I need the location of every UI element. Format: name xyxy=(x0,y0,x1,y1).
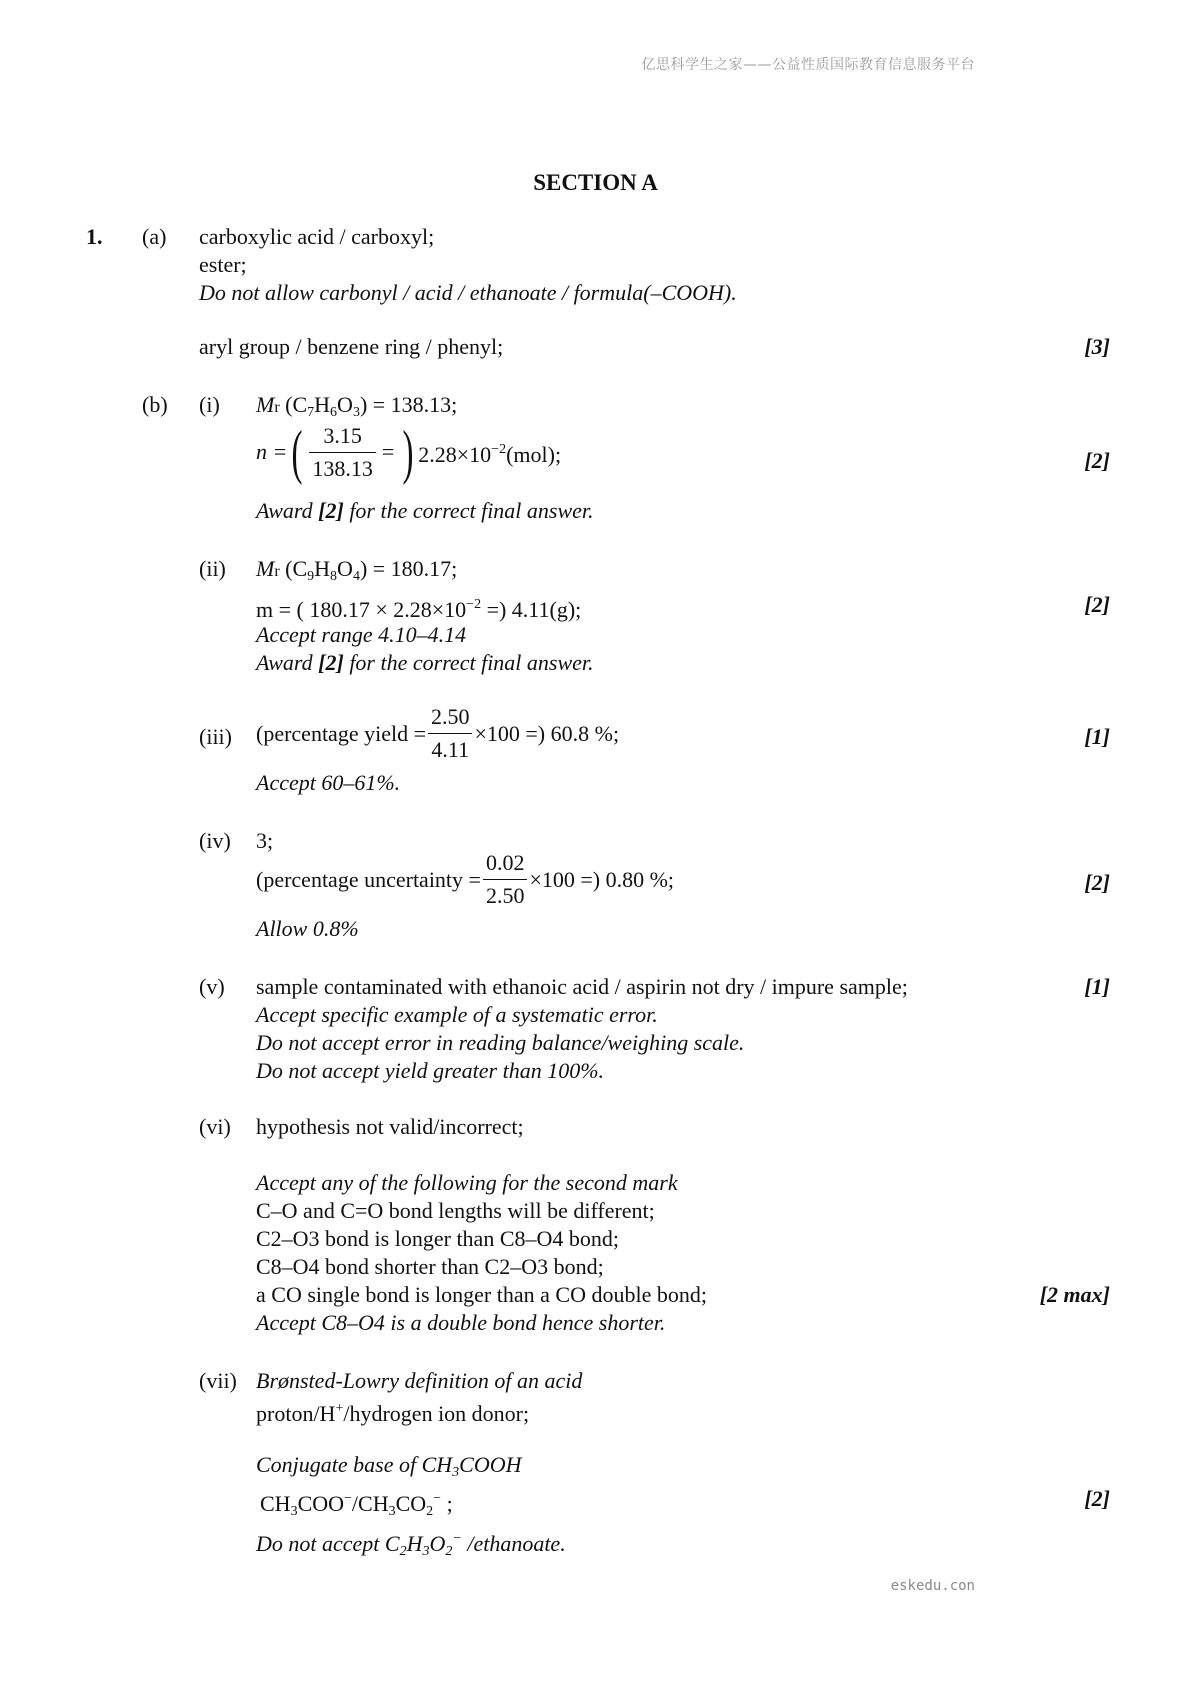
mr-symbol: M xyxy=(256,556,275,581)
mr-formula-c: (C xyxy=(285,392,308,417)
yield-post: ×100 =) 60.8 %; xyxy=(474,720,620,746)
part-b-iv-equation xyxy=(256,850,674,909)
ans-a: CH xyxy=(260,1491,291,1516)
note-pre: Do not accept C xyxy=(256,1531,400,1556)
part-b-vii-note xyxy=(256,1526,566,1565)
uncertainty-denominator: 2.50 xyxy=(485,883,525,908)
part-b-vii-answer xyxy=(260,1486,453,1525)
part-b-ii-mass xyxy=(256,592,581,623)
watermark-header: 亿思科学生之家——公益性质国际教育信息服务平台 xyxy=(641,57,975,73)
mass-post: =) 4.11(g); xyxy=(481,597,582,622)
fraction xyxy=(309,423,376,482)
note-sub2: 3 xyxy=(422,1544,430,1559)
part-a-line3: aryl group / benzene ring / phenyl; xyxy=(199,334,504,359)
part-b-iv-line1: 3; xyxy=(256,828,274,853)
uncertainty-fraction xyxy=(483,850,528,909)
part-b-vi-line1: hypothesis not valid/incorrect; xyxy=(256,1114,524,1139)
mr-h: H xyxy=(314,556,331,581)
mr-symbol: M xyxy=(256,392,275,417)
part-b-iii-mark: [1] xyxy=(1084,724,1110,749)
note-sub3: 2 xyxy=(445,1544,453,1559)
ans-a-sub: 3 xyxy=(290,1504,298,1519)
ans-d-sub: 2 xyxy=(426,1504,434,1519)
part-b-vii-line1 xyxy=(256,1396,529,1427)
part-a-mark: [3] xyxy=(1084,334,1110,359)
part-b-vi-label: (vi) xyxy=(199,1114,231,1139)
mr-subscript: r xyxy=(274,563,280,580)
part-a-line1: carboxylic acid / carboxyl; xyxy=(199,224,435,249)
part-b-vii-heading: Brønsted-Lowry definition of an acid xyxy=(256,1368,583,1393)
yield-fraction xyxy=(428,704,473,763)
note-sub1: 2 xyxy=(399,1544,407,1559)
yield-numerator: 2.50 xyxy=(428,704,473,734)
part-b-vi-note2: Accept C8–O4 is a double bond hence shorter. xyxy=(256,1310,666,1335)
mass-pre: m = ( 180.17 × 2.28×10 xyxy=(256,597,467,622)
part-b-vii-mark: [2] xyxy=(1084,1486,1110,1511)
part-b-v-note2: Do not accept error in reading balance/weighing scale. xyxy=(256,1030,745,1055)
part-b-ii-accept: Accept range 4.10–4.14 xyxy=(256,622,467,647)
mr-formula-c: (C xyxy=(285,556,308,581)
proton-sup: + xyxy=(335,1401,344,1416)
part-b-v-label: (v) xyxy=(199,974,225,999)
mr-c-sub: 7 xyxy=(307,405,315,420)
award-pre: Award xyxy=(256,650,319,675)
part-b-vii-label: (vii) xyxy=(199,1368,237,1393)
award-post: for the correct final answer. xyxy=(343,498,594,523)
mr-c-sub: 9 xyxy=(307,569,315,584)
part-b-label: (b) xyxy=(142,392,168,417)
left-paren: ( xyxy=(291,419,303,485)
ans-c-sub: 3 xyxy=(388,1504,396,1519)
part-b-iv-label: (iv) xyxy=(199,828,231,853)
part-b-vi-opt4: a CO single bond is longer than a CO double bond; xyxy=(256,1282,707,1307)
part-b-vi-mark: [2 max] xyxy=(1039,1282,1110,1307)
mr-h-sub: 6 xyxy=(330,405,338,420)
section-title: SECTION A xyxy=(533,170,658,195)
uncertainty-numerator: 0.02 xyxy=(483,850,528,880)
yield-pre: (percentage yield = xyxy=(256,720,426,746)
mr-o-sub: 4 xyxy=(352,569,360,584)
watermark-footer: eskedu.con xyxy=(890,1578,975,1594)
conj-pre: Conjugate base of CH xyxy=(256,1452,453,1477)
mass-exponent: −2 xyxy=(466,597,482,612)
part-b-vi-note1: Accept any of the following for the second mark xyxy=(256,1170,678,1195)
award-post: for the correct final answer. xyxy=(343,650,594,675)
part-b-ii-mark: [2] xyxy=(1084,592,1110,617)
right-paren: ) xyxy=(402,419,414,485)
ans-d-sup: − xyxy=(433,1491,442,1506)
award-pre: Award xyxy=(256,498,319,523)
yield-denominator: 4.11 xyxy=(431,737,470,762)
part-b-vii-heading2 xyxy=(256,1452,522,1486)
mr-value: ) = 138.13; xyxy=(359,392,458,417)
ans-end: ; xyxy=(441,1491,453,1516)
note-sup: − xyxy=(452,1531,462,1546)
part-b-i-mr xyxy=(256,392,457,426)
part-b-i-n-equation xyxy=(256,419,562,485)
result-base: 2.28×10 xyxy=(418,441,492,467)
ans-c: /CH xyxy=(351,1491,389,1516)
part-b-ii-mr xyxy=(256,556,457,590)
part-b-iv-mark: [2] xyxy=(1084,870,1110,895)
part-b-vi-opt3: C8–O4 bond shorter than C2–O3 bond; xyxy=(256,1254,604,1279)
mr-subscript: r xyxy=(274,399,280,416)
part-a-note: Do not allow carbonyl / acid / ethanoate / formula(–COOH). xyxy=(199,280,737,305)
mr-o: O xyxy=(337,392,353,417)
fraction-numerator: 3.15 xyxy=(309,423,376,453)
part-b-iii-label: (iii) xyxy=(199,724,232,749)
part-a-line2: ester; xyxy=(199,252,247,277)
part-b-ii-label: (ii) xyxy=(199,556,226,581)
part-b-v-note1: Accept specific example of a systematic error. xyxy=(256,1002,658,1027)
mr-h-sub: 8 xyxy=(330,569,338,584)
part-b-i-mark: [2] xyxy=(1084,448,1110,473)
part-b-iii-equation xyxy=(256,704,619,763)
mr-o: O xyxy=(337,556,353,581)
part-b-v-mark: [1] xyxy=(1084,974,1110,999)
mr-o-sub: 3 xyxy=(352,405,360,420)
part-b-iv-allow: Allow 0.8% xyxy=(256,916,359,941)
proton-pre: proton/H xyxy=(256,1401,336,1426)
uncertainty-pre: (percentage uncertainty = xyxy=(256,866,481,892)
part-a-label: (a) xyxy=(142,224,167,249)
result-exponent: −2 xyxy=(491,441,507,457)
part-b-ii-award xyxy=(256,650,594,676)
note-h: H xyxy=(406,1531,423,1556)
ans-b-sup: − xyxy=(344,1491,352,1506)
question-number: 1. xyxy=(86,224,103,249)
result-unit: (mol); xyxy=(506,441,562,467)
equals-sign: = xyxy=(381,439,395,464)
conj-post: COOH xyxy=(459,1452,522,1477)
part-b-v-line1: sample contaminated with ethanoic acid / aspirin not dry / impure sample; xyxy=(256,974,908,999)
conj-sub: 3 xyxy=(452,1465,460,1480)
fraction-denominator: 138.13 xyxy=(312,455,373,481)
mr-value: ) = 180.17; xyxy=(359,556,458,581)
n-lhs: n = xyxy=(256,439,288,464)
n-result xyxy=(418,437,561,468)
award-bold: [2] xyxy=(318,650,344,675)
part-b-vi-opt1: C–O and C=O bond lengths will be different; xyxy=(256,1198,655,1223)
mr-h: H xyxy=(314,392,331,417)
proton-post: /hydrogen ion donor; xyxy=(343,1401,530,1426)
note-o: O xyxy=(429,1531,446,1556)
note-post: /ethanoate. xyxy=(461,1531,566,1556)
uncertainty-post: ×100 =) 0.80 %; xyxy=(529,866,675,892)
part-b-vi-opt2: C2–O3 bond is longer than C8–O4 bond; xyxy=(256,1226,619,1251)
part-b-v-note3: Do not accept yield greater than 100%. xyxy=(256,1058,605,1083)
ans-b: COO xyxy=(297,1491,345,1516)
part-b-i-label: (i) xyxy=(199,392,220,417)
ans-d: CO xyxy=(395,1491,427,1516)
part-b-i-award xyxy=(256,498,594,524)
award-bold: [2] xyxy=(318,498,344,523)
part-b-iii-accept: Accept 60–61%. xyxy=(256,770,401,795)
